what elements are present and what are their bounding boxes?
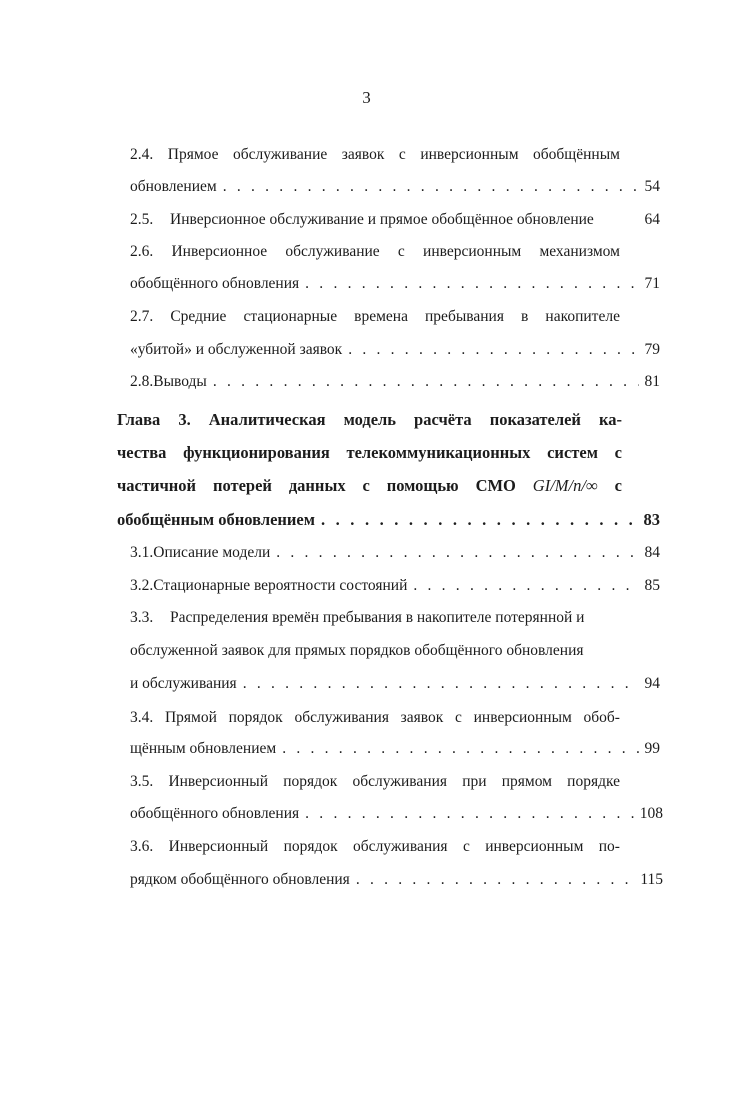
dot-leader <box>305 802 634 826</box>
toc-entry-2-7-line-1: 2.7. Средние стационарные времена пребывания в накопителе <box>130 305 620 329</box>
toc-entry-2-5 <box>130 208 660 232</box>
toc-entry-3-1 <box>130 541 660 565</box>
toc-entry-3-4-line-2 <box>130 737 660 761</box>
dot-leader <box>413 574 638 598</box>
toc-entry-page: 79 <box>644 341 660 358</box>
toc-entry-page: 85 <box>644 577 660 594</box>
toc-entry-2-4-line-2 <box>130 175 660 199</box>
toc-entry-2-6-line-2 <box>130 272 660 296</box>
toc-entry-number: 2.4. <box>130 146 154 163</box>
chapter-3-heading-line-2: чества функционирования телекоммуникационных систем с <box>117 443 622 462</box>
toc-entry-page: 108 <box>639 805 663 822</box>
toc-entry-page: 84 <box>644 544 660 561</box>
toc-entry-title: «убитой» и обслуженной заявок <box>130 341 343 358</box>
toc-entry-3-6-line-1: 3.6. Инверсионный порядок обслуживания с инверсионным по- <box>130 835 620 859</box>
toc-entry-number: 2.6. <box>130 243 154 260</box>
toc-entry-page: 99 <box>644 740 660 757</box>
toc-entry-number: 3.1. <box>130 544 154 561</box>
toc-entry-number: 3.3. <box>130 609 154 626</box>
toc-entry-title: Стационарные вероятности состояний <box>153 577 408 594</box>
toc-entry-page: 54 <box>644 178 660 195</box>
toc-entry-2-8 <box>130 370 660 394</box>
page-number: 3 <box>362 88 371 107</box>
queue-notation: GI/M/n/∞ <box>532 476 598 495</box>
toc-entry-2-7-line-2 <box>130 338 660 362</box>
toc-entry-title: и обслуживания <box>130 675 237 692</box>
toc-entry-page: 71 <box>644 275 660 292</box>
toc-entry-title: Выводы <box>153 373 207 390</box>
toc-entry-number: 3.2. <box>130 577 154 594</box>
toc-entry-number: 2.5. <box>130 211 154 228</box>
toc-entry-title: обслуженной заявок для прямых порядков обобщённого обновления <box>130 642 584 659</box>
chapter-title: обобщённым обновлением <box>117 510 315 529</box>
toc-entry-3-5-line-2 <box>130 802 663 826</box>
toc-entry-page: 64 <box>644 211 660 228</box>
chapter-3-heading-line-1: Глава 3. Аналитическая модель расчёта показателей ка- <box>117 410 622 429</box>
toc-entry-title: обобщённого обновления <box>130 805 300 822</box>
toc-entry-3-3-line-2 <box>130 639 625 663</box>
toc-entry-number: 3.6. <box>130 838 154 855</box>
dot-leader <box>305 272 638 296</box>
chapter-3-heading-line-3: частичной потерей данных с помощью СМО GI/M/n/∞ с <box>117 474 622 498</box>
dot-leader <box>282 737 638 761</box>
toc-entry-number: 3.5. <box>130 773 154 790</box>
toc-entry-page: 81 <box>644 373 660 390</box>
toc-entry-3-6-line-2 <box>130 868 663 892</box>
toc-entry-3-4-line-1: 3.4. Прямой порядок обслуживания заявок с инверсионным обоб- <box>130 706 620 730</box>
dot-leader <box>243 672 639 696</box>
toc-entry-title: Инверсионное обслуживание и прямое обобщённое обновление <box>170 211 594 228</box>
toc-entry-3-3-line-1 <box>130 606 625 630</box>
toc-entry-page: 83 <box>643 510 660 529</box>
toc-entry-title: рядком обобщённого обновления <box>130 871 350 888</box>
chapter-3-heading-line-4 <box>117 508 660 532</box>
toc-entry-title: щённым обновлением <box>130 740 277 757</box>
toc-entry-3-3-line-3 <box>130 672 660 696</box>
toc-entry-page: 94 <box>644 675 660 692</box>
dot-leader <box>348 338 638 362</box>
toc-entry-2-4-line-1: 2.4. Прямое обслуживание заявок с инверсионным обобщённым <box>130 143 620 167</box>
toc-entry-title: Описание модели <box>153 544 271 561</box>
toc-entry-number: 3.4. <box>130 709 154 726</box>
toc-entry-3-5-line-1: 3.5. Инверсионный порядок обслуживания при прямом порядке <box>130 770 620 794</box>
toc-entry-number: 2.8. <box>130 373 154 390</box>
dot-leader <box>321 508 638 532</box>
dot-leader <box>213 370 639 394</box>
toc-entry-title: обобщённого обновления <box>130 275 300 292</box>
dot-leader <box>356 868 635 892</box>
toc-entry-title: обновлением <box>130 178 217 195</box>
toc-entry-title: Распределения времён пребывания в накопителе потерянной и <box>170 609 585 626</box>
dot-leader <box>276 541 638 565</box>
dot-leader <box>223 175 639 199</box>
toc-entry-page: 115 <box>640 871 663 888</box>
toc-entry-3-2 <box>130 574 660 598</box>
toc-entry-2-6-line-1: 2.6. Инверсионное обслуживание с инверсионным механизмом <box>130 240 620 264</box>
toc-entry-number: 2.7. <box>130 308 154 325</box>
